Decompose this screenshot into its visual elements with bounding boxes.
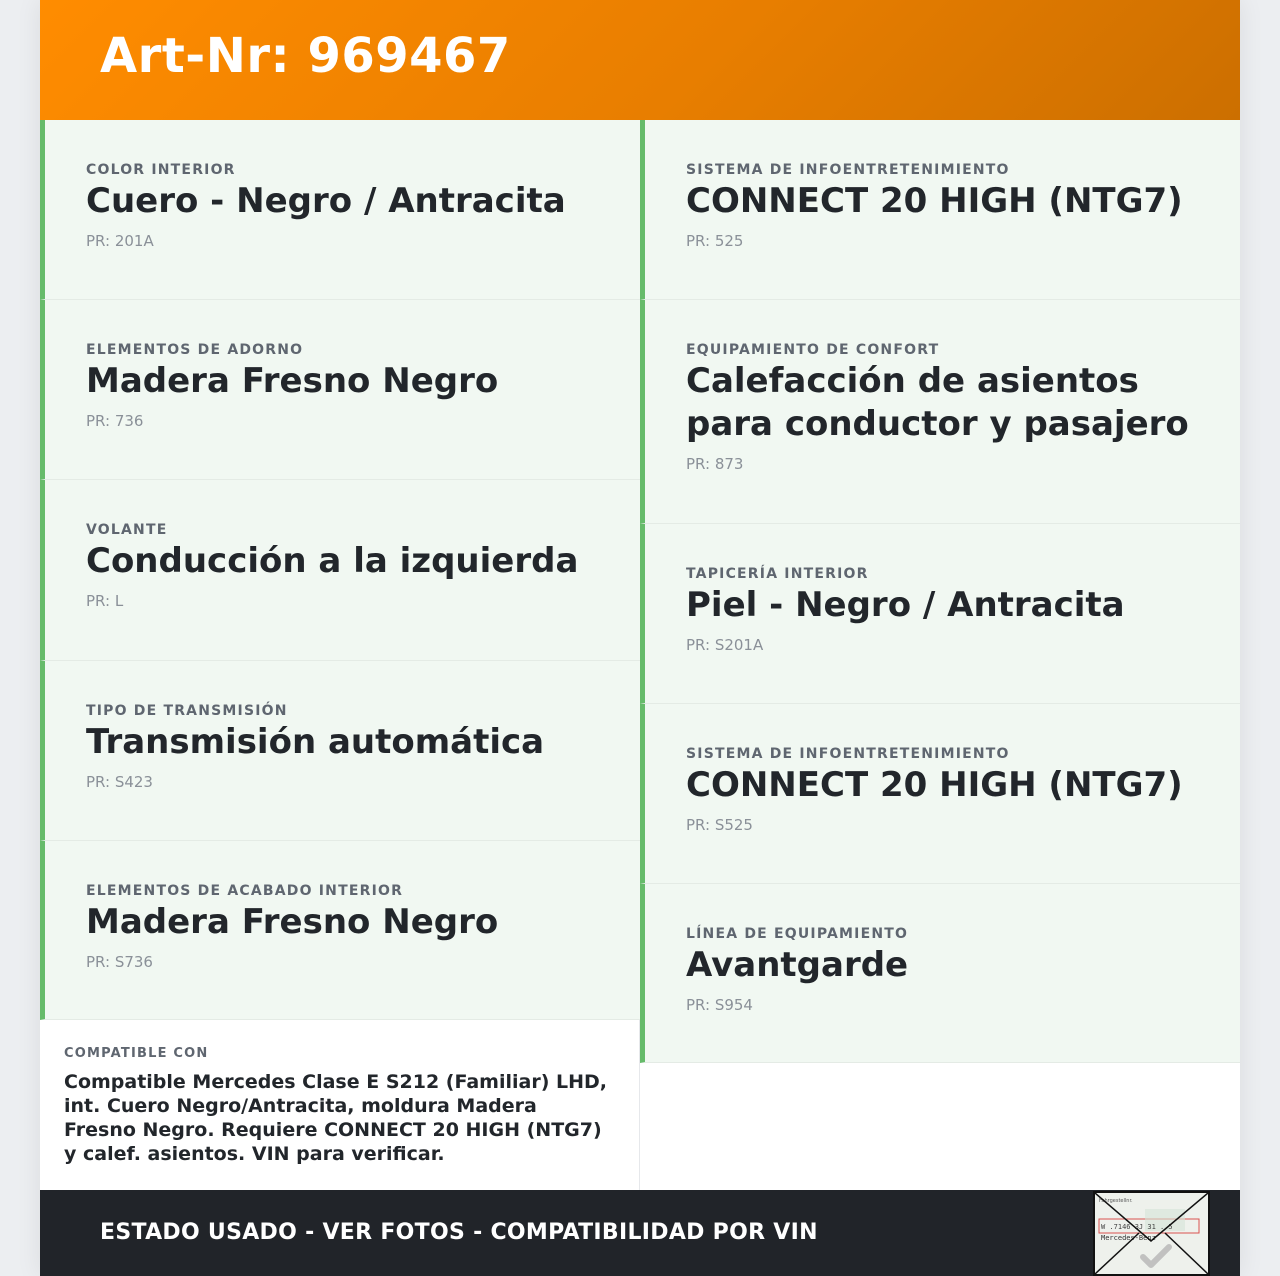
left-column [40, 120, 640, 1020]
spec-cell-equipment-line [640, 884, 1240, 1063]
spec-label: EQUIPAMIENTO DE CONFORT [686, 342, 940, 358]
spec-label: COLOR INTERIOR [86, 162, 236, 178]
spec-pr-code: PR: S525 [686, 816, 753, 834]
spec-pr-code: PR: S736 [86, 953, 153, 971]
spec-label: ELEMENTOS DE ADORNO [86, 342, 304, 358]
footer-status-text: ESTADO USADO - VER FOTOS - COMPATIBILIDAD POR VIN [100, 1220, 818, 1245]
spec-value: Avantgarde [686, 945, 909, 985]
spec-cell-color-interior [40, 120, 640, 300]
spec-label: SISTEMA DE INFOENTRETENIMIENTO [686, 162, 1010, 178]
spec-value: Cuero - Negro / Antracita [86, 181, 566, 221]
spec-cell-steering [40, 480, 640, 661]
spec-cell-transmission [40, 661, 640, 841]
spec-value: CONNECT 20 HIGH (NTG7) [686, 181, 1183, 221]
spec-label: TAPICERÍA INTERIOR [686, 566, 869, 582]
spec-pr-code: PR: S201A [686, 636, 764, 654]
spec-cell-comfort [640, 300, 1240, 524]
label-photo-thumbnail[interactable] [1093, 1191, 1210, 1276]
spec-label: LÍNEA DE EQUIPAMIENTO [686, 926, 909, 942]
header-banner [40, 0, 1240, 120]
thumb-line-3: Mercedes-Benz [1101, 1234, 1156, 1242]
spec-pr-code: PR: L [86, 592, 124, 610]
right-column [640, 120, 1240, 1063]
spec-pr-code: PR: 201A [86, 232, 154, 250]
spec-value: CONNECT 20 HIGH (NTG7) [686, 765, 1183, 805]
thumb-line-2: W .7146 3J 31 . 5 [1101, 1223, 1173, 1231]
spec-cell-upholstery [640, 524, 1240, 704]
spec-pr-code: PR: S954 [686, 996, 753, 1014]
product-card [40, 0, 1240, 1276]
compatibility-text: Compatible Mercedes Clase E S212 (Familiar) LHD, int. Cuero Negro/Antracita, moldura Madera Fresno Negro. Requiere CONNECT 20 HIGH (NTG7) y calef. asientos. VIN para verificar. [64, 1071, 607, 1165]
spec-value: Transmisión automática [86, 722, 545, 762]
spec-cell-trim-elements [40, 300, 640, 480]
spec-value: Conducción a la izquierda [86, 541, 579, 581]
spec-pr-code: PR: 873 [686, 455, 744, 473]
spec-label: SISTEMA DE INFOENTRETENIMIENTO [686, 746, 1010, 762]
compatibility-box [40, 1020, 640, 1190]
article-number-title: Art-Nr: 969467 [100, 28, 511, 84]
spec-pr-code: PR: 525 [686, 232, 744, 250]
spec-cell-infotainment-2 [640, 704, 1240, 884]
spec-pr-code: PR: S423 [86, 773, 153, 791]
spec-pr-code: PR: 736 [86, 412, 144, 430]
spec-value: Piel - Negro / Antracita [686, 585, 1125, 625]
spec-cell-interior-finish [40, 841, 640, 1020]
spec-value: Madera Fresno Negro [86, 361, 499, 401]
spec-cell-infotainment [640, 120, 1240, 300]
compatibility-label: COMPATIBLE CON [64, 1046, 209, 1061]
footer-bar [40, 1190, 1240, 1276]
spec-value: Calefacción de asientos para conductor y pasajero [686, 361, 1189, 444]
spec-value: Madera Fresno Negro [86, 902, 499, 942]
spec-label: TIPO DE TRANSMISIÓN [86, 703, 288, 719]
spec-label: ELEMENTOS DE ACABADO INTERIOR [86, 883, 404, 899]
spec-label: VOLANTE [86, 522, 168, 538]
envelope-label-photo-icon [1095, 1193, 1208, 1274]
thumb-line-1: Fahrgestellnr. [1099, 1198, 1133, 1204]
